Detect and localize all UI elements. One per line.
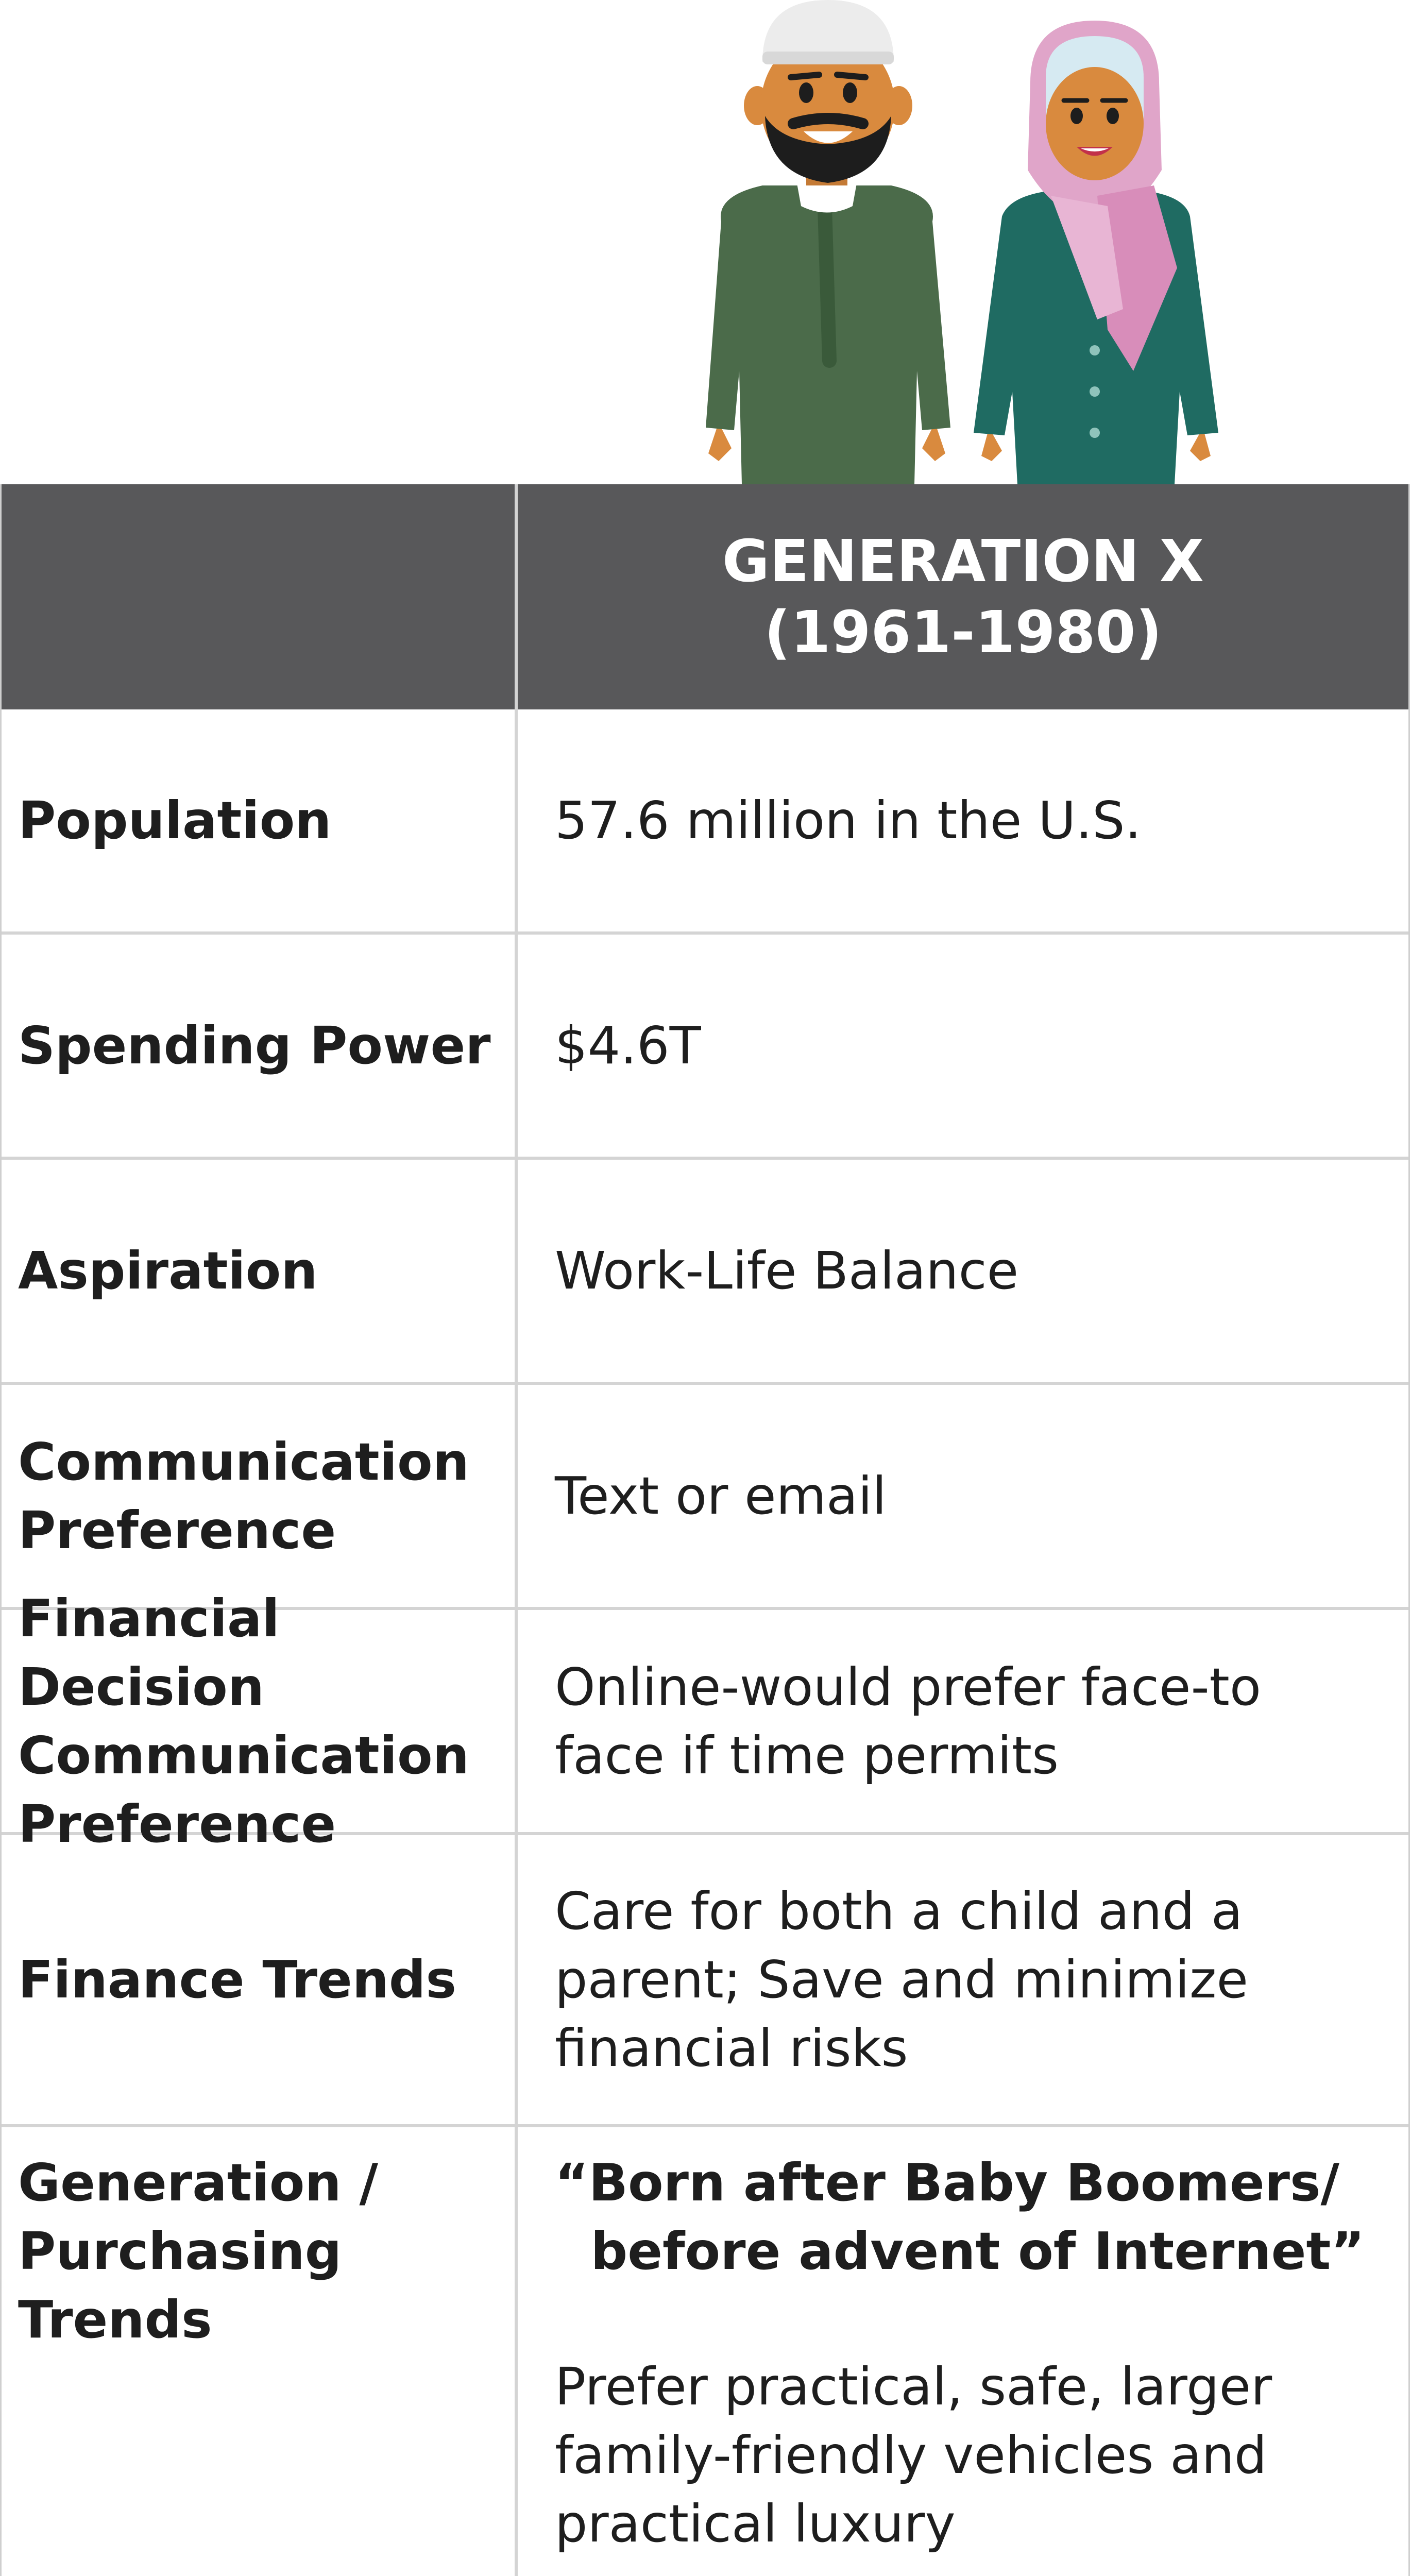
- man-figure: [706, 0, 950, 484]
- generation-x-header: [518, 484, 1408, 709]
- header-years-line: (1961-1980): [764, 599, 1162, 666]
- aspiration-label: Aspiration: [18, 1241, 318, 1301]
- header-title-line: GENERATION X: [722, 528, 1204, 595]
- column-divider: [515, 484, 518, 2576]
- spending-power-label: Spending Power: [18, 1015, 491, 1076]
- finance-trends-value: Care for both a child and a parent; Save and minimize financial risks: [555, 1881, 1248, 2078]
- purchasing-trends-value: [555, 2148, 1405, 2576]
- trends-quote: “Born after Baby Boomers/ before advent of Internet”: [555, 2153, 1365, 2281]
- purchasing-trends-label: Generation / Purchasing Trends: [18, 2153, 379, 2350]
- population-label: Population: [18, 790, 332, 851]
- aspiration-value: Work-Life Balance: [555, 1241, 1019, 1301]
- communication-preference-value: Text or email: [555, 1466, 887, 1526]
- woman-figure: [974, 21, 1218, 484]
- financial-decision-value: Online-would prefer face-to face if time permits: [555, 1656, 1262, 1786]
- generation-x-illustration: [0, 0, 1411, 484]
- communication-preference-label: Communication Preference: [18, 1431, 469, 1561]
- comparison-table: [0, 484, 1410, 2576]
- financial-decision-label: Financial Decision Communication Preference: [18, 1588, 469, 1854]
- spending-power-value: $4.6T: [555, 1015, 701, 1076]
- trends-paragraph: Prefer practical, safe, larger family-friendly vehicles and practical luxury: [555, 2357, 1272, 2554]
- population-value: 57.6 million in the U.S.: [555, 790, 1142, 851]
- finance-trends-label: Finance Trends: [18, 1950, 457, 2010]
